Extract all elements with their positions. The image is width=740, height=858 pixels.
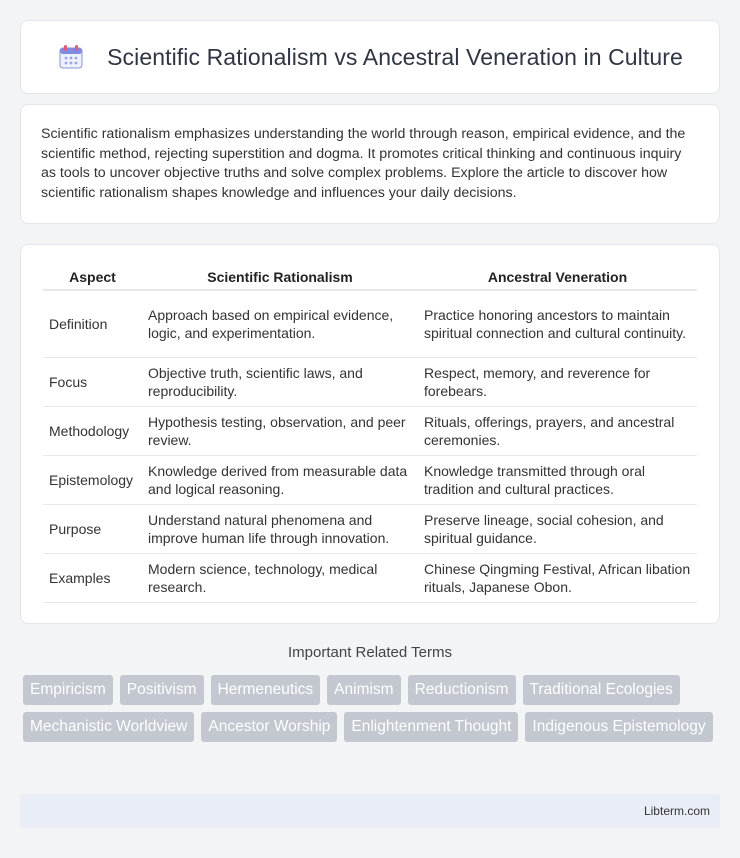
row-ancestral-veneration: Chinese Qingming Festival, African libation rituals, Japanese Obon. <box>418 554 697 603</box>
related-term-tag[interactable]: Ancestor Worship <box>201 712 337 742</box>
row-aspect: Epistemology <box>43 456 142 505</box>
row-aspect: Methodology <box>43 407 142 456</box>
row-scientific-rationalism: Approach based on empirical evidence, logic, and experimentation. <box>142 291 418 358</box>
header-card <box>20 20 720 94</box>
intro-text: Scientific rationalism emphasizes understanding the world through reason, empirical evidence, and the scientific method, rejecting superstition and dogma. It promotes critical thinking and continuous inquiry as tools to uncover objective truths and solve complex problems. Explore the article to discover how scientific rationalism shapes knowledge and influences your daily decisions. <box>41 126 686 201</box>
table-row <box>43 358 697 407</box>
related-term-tag[interactable]: Indigenous Epistemology <box>525 712 712 742</box>
row-ancestral-veneration: Knowledge transmitted through oral tradition and cultural practices. <box>418 456 697 505</box>
row-aspect: Examples <box>43 554 142 603</box>
footer <box>20 794 720 828</box>
row-scientific-rationalism: Objective truth, scientific laws, and reproducibility. <box>142 358 418 407</box>
related-term-tag[interactable]: Traditional Ecologies <box>523 675 680 705</box>
related-term-tag[interactable]: Positivism <box>120 675 204 705</box>
table-row <box>43 554 697 603</box>
row-ancestral-veneration: Rituals, offerings, prayers, and ancestral ceremonies. <box>418 407 697 456</box>
row-aspect: Focus <box>43 358 142 407</box>
intro-card <box>20 104 720 224</box>
related-terms-title: Important Related Terms <box>288 644 452 661</box>
row-ancestral-veneration: Respect, memory, and reverence for forebears. <box>418 358 697 407</box>
related-term-tag[interactable]: Enlightenment Thought <box>344 712 518 742</box>
related-terms-list <box>23 675 723 742</box>
table-row <box>43 407 697 456</box>
table-row <box>43 505 697 554</box>
table-header-row <box>43 265 697 291</box>
row-ancestral-veneration: Practice honoring ancestors to maintain spiritual connection and cultural continuity. <box>418 291 697 358</box>
row-aspect: Purpose <box>43 505 142 554</box>
comparison-card <box>20 244 720 624</box>
row-scientific-rationalism: Understand natural phenomena and improve human life through innovation. <box>142 505 418 554</box>
related-term-tag[interactable]: Mechanistic Worldview <box>23 712 194 742</box>
row-scientific-rationalism: Modern science, technology, medical research. <box>142 554 418 603</box>
column-header-scientific-rationalism: Scientific Rationalism <box>142 265 418 291</box>
related-term-tag[interactable]: Animism <box>327 675 400 705</box>
comparison-table <box>43 265 697 603</box>
row-scientific-rationalism: Knowledge derived from measurable data and logical reasoning. <box>142 456 418 505</box>
column-header-ancestral-veneration: Ancestral Veneration <box>418 265 697 291</box>
page-title: Scientific Rationalism vs Ancestral Veneration in Culture <box>107 43 683 70</box>
related-term-tag[interactable]: Empiricism <box>23 675 113 705</box>
calendar-icon <box>57 43 85 71</box>
row-scientific-rationalism: Hypothesis testing, observation, and peer review. <box>142 407 418 456</box>
column-header-aspect: Aspect <box>43 265 142 291</box>
row-aspect: Definition <box>43 291 142 358</box>
row-ancestral-veneration: Preserve lineage, social cohesion, and spiritual guidance. <box>418 505 697 554</box>
related-term-tag[interactable]: Hermeneutics <box>211 675 321 705</box>
table-row <box>43 291 697 358</box>
table-row <box>43 456 697 505</box>
footer-site-link[interactable]: Libterm.com <box>643 804 710 818</box>
related-term-tag[interactable]: Reductionism <box>408 675 516 705</box>
